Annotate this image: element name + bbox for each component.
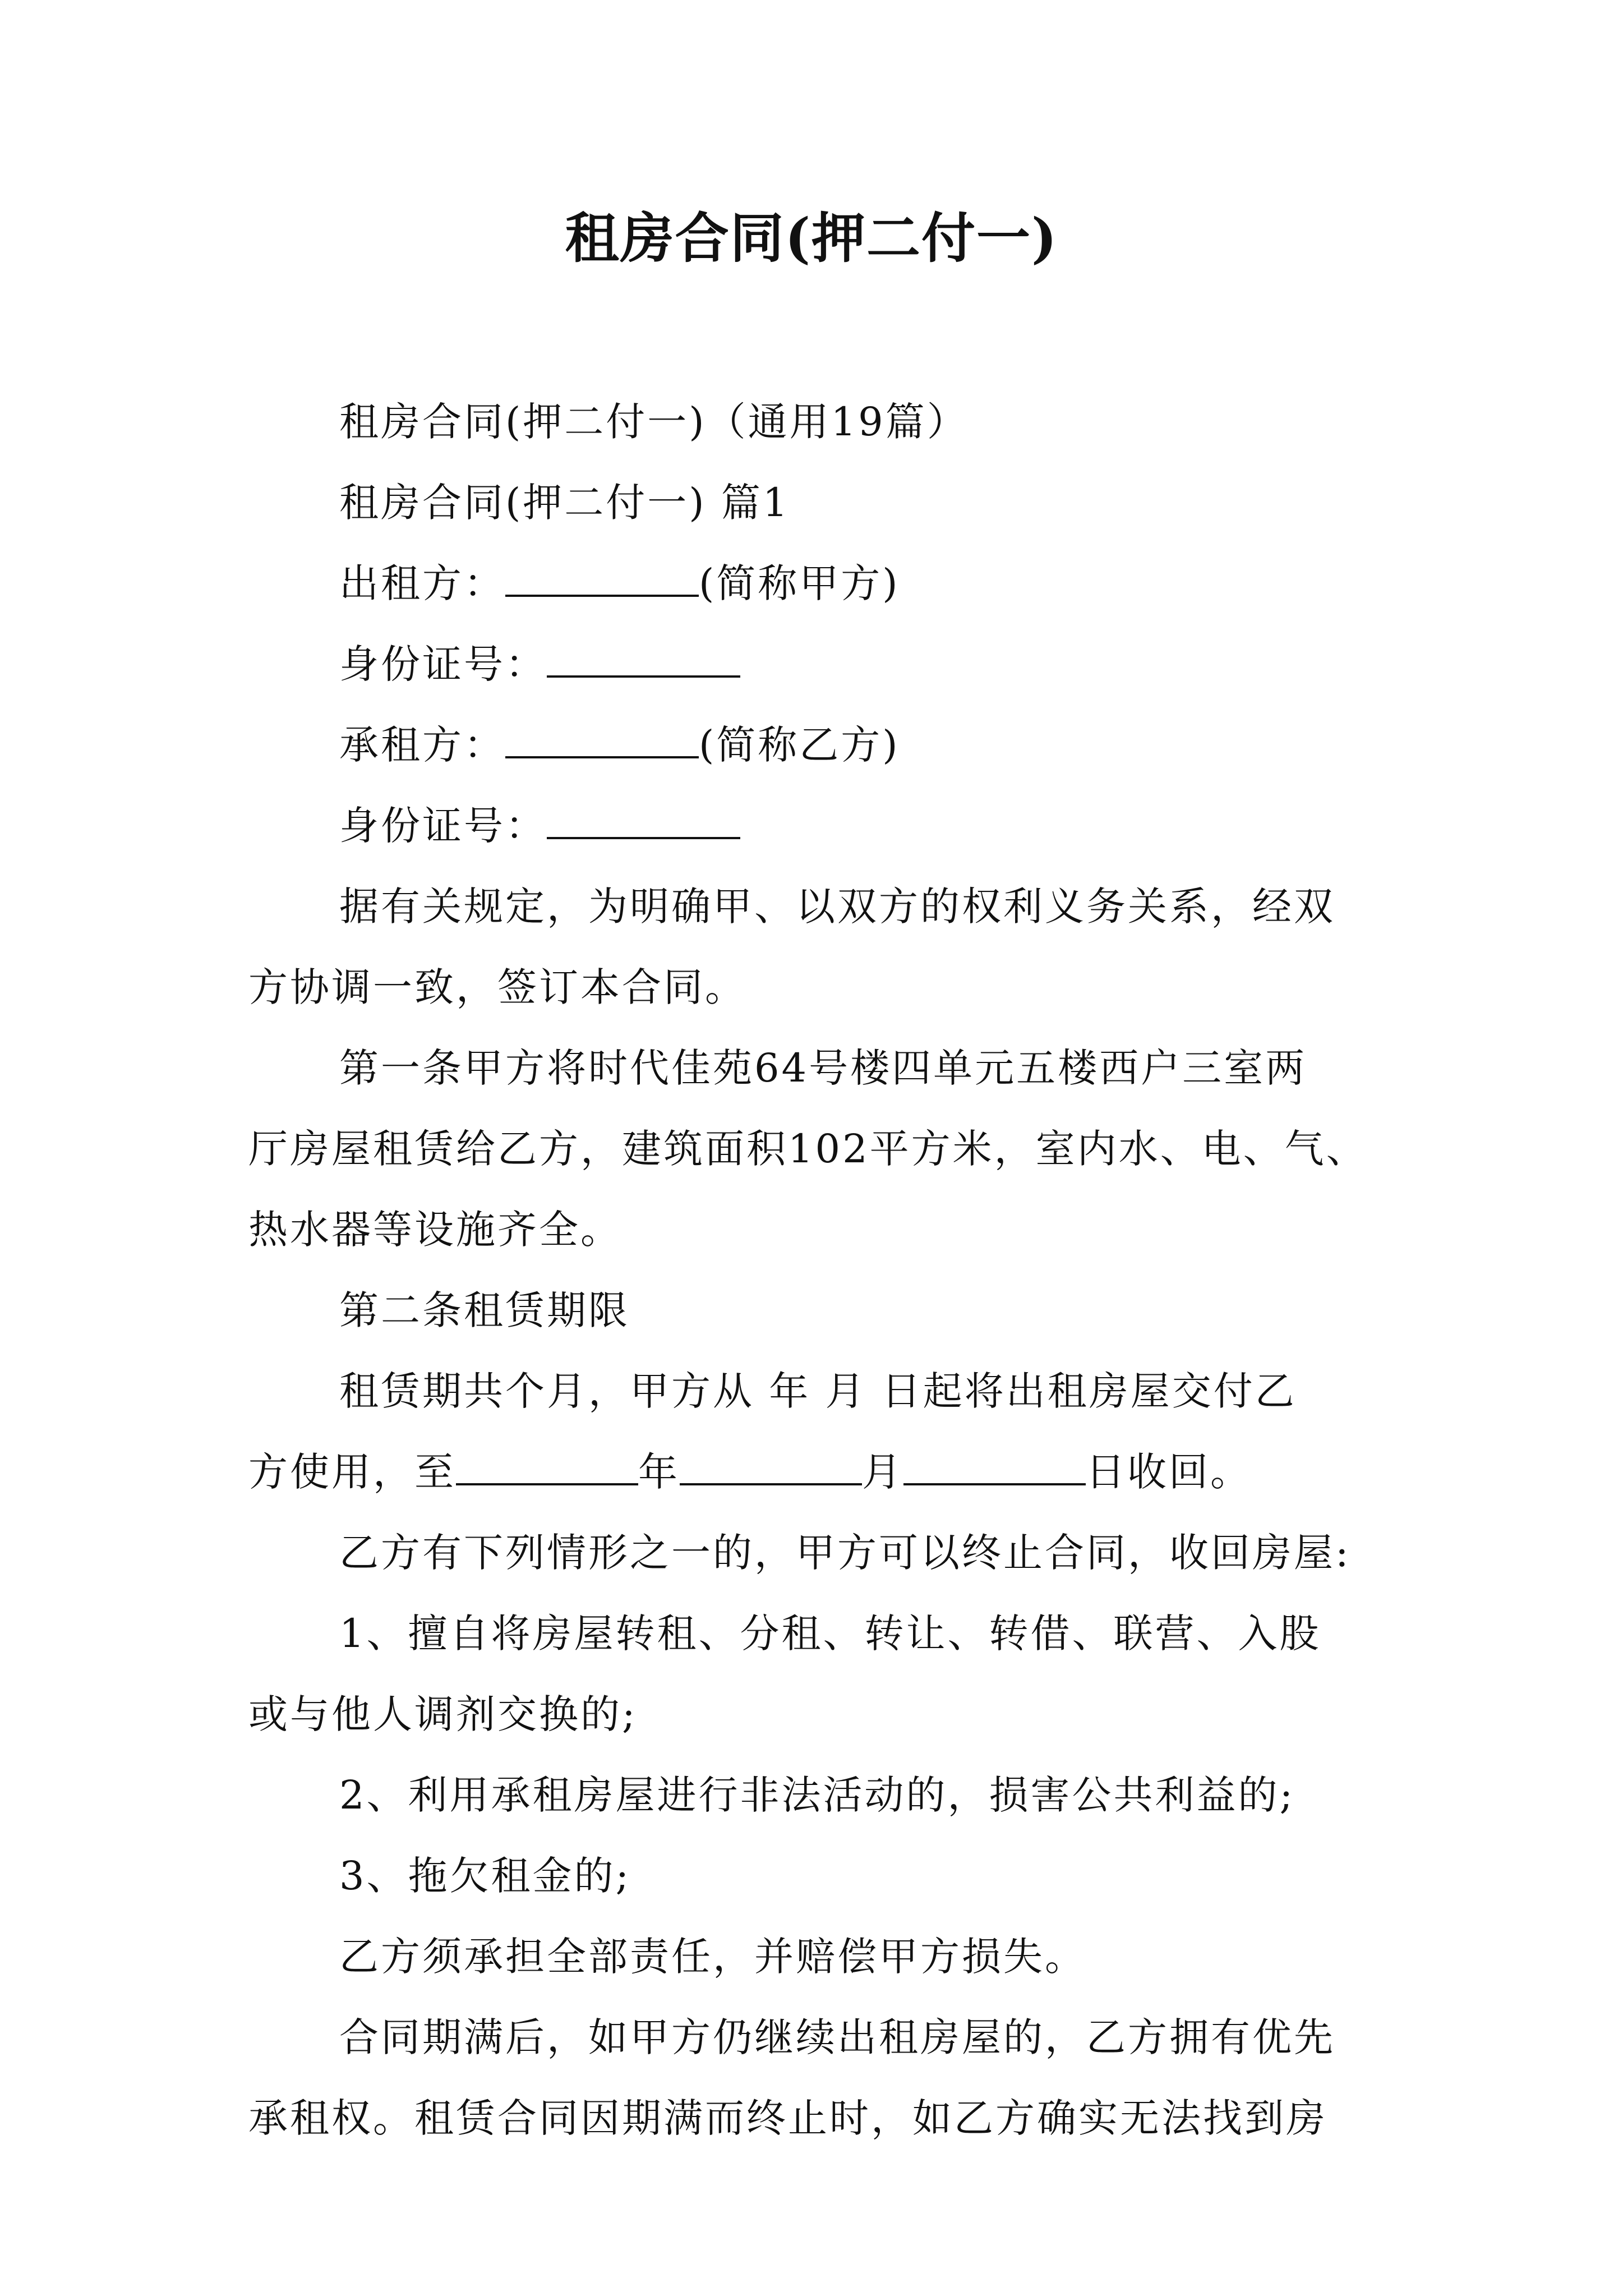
day-label: 日收回。 xyxy=(1086,1449,1252,1495)
list-item-continuation: 或与他人调剂交换的; xyxy=(248,1691,638,1737)
year-blank xyxy=(456,1448,638,1485)
lessee-label: 承租方： xyxy=(339,722,505,768)
paragraph-line: 方协调一致，签订本合同。 xyxy=(248,964,746,1010)
article-heading: 第二条租赁期限 xyxy=(339,1287,630,1333)
lessee-id-blank xyxy=(547,802,740,839)
paragraph-line: 厅房屋租赁给乙方，建筑面积102平方米，室内水、电、气、 xyxy=(248,1126,1368,1172)
paragraph-line: 租赁期共个月，甲方从 年 月 日起将出租房屋交付乙 xyxy=(339,1368,1297,1414)
paragraph-line: 第一条甲方将时代佳苑64号楼四单元五楼西户三室两 xyxy=(339,1045,1307,1091)
month-label: 月 xyxy=(862,1449,903,1495)
lessor-id-line xyxy=(248,624,1387,705)
paragraph-line: 乙方须承担全部责任，并赔偿甲方损失。 xyxy=(339,1934,1086,1980)
lessee-line xyxy=(248,705,1387,785)
lessee-id-line xyxy=(248,785,1387,866)
document-title: 租房合同(押二付一) xyxy=(565,206,1058,270)
lessor-id-blank xyxy=(547,641,740,678)
day-blank xyxy=(903,1448,1086,1485)
paragraph-line: 合同期满后，如甲方仍继续出租房屋的，乙方拥有优先 xyxy=(339,2014,1335,2060)
paragraph-line: 热水器等设施齐全。 xyxy=(248,1207,622,1253)
lessor-blank xyxy=(505,560,699,597)
document-body xyxy=(248,381,1387,2159)
lessee-id-label: 身份证号： xyxy=(339,803,547,849)
lessee-note: (简称乙方) xyxy=(699,722,900,768)
month-blank xyxy=(680,1448,862,1485)
list-item: 3、拖欠租金的; xyxy=(339,1853,631,1899)
lessor-id-label: 身份证号： xyxy=(339,641,547,687)
document-subtitle: 租房合同(押二付一)（通用19篇） xyxy=(339,399,969,445)
return-date-line xyxy=(248,1432,1387,1512)
section-heading: 租房合同(押二付一) 篇1 xyxy=(339,480,790,526)
lessor-line xyxy=(248,543,1387,624)
paragraph-line: 据有关规定，为明确甲、以双方的权利义务关系，经双 xyxy=(339,884,1335,930)
list-item: 1、擅自将房屋转租、分租、转让、转借、联营、入股 xyxy=(339,1611,1321,1657)
year-label: 年 xyxy=(638,1449,680,1495)
lessor-note: (简称甲方) xyxy=(699,560,900,606)
lessee-blank xyxy=(505,721,699,758)
paragraph-line: 乙方有下列情形之一的，甲方可以终止合同，收回房屋: xyxy=(339,1530,1351,1576)
return-date-text: 方使用，至 xyxy=(248,1449,456,1495)
list-item: 2、利用承租房屋进行非法活动的，损害公共利益的; xyxy=(339,1772,1295,1818)
paragraph-line: 承租权。租赁合同因期满而终止时，如乙方确实无法找到房 xyxy=(248,2095,1327,2141)
lessor-label: 出租方： xyxy=(339,560,505,606)
